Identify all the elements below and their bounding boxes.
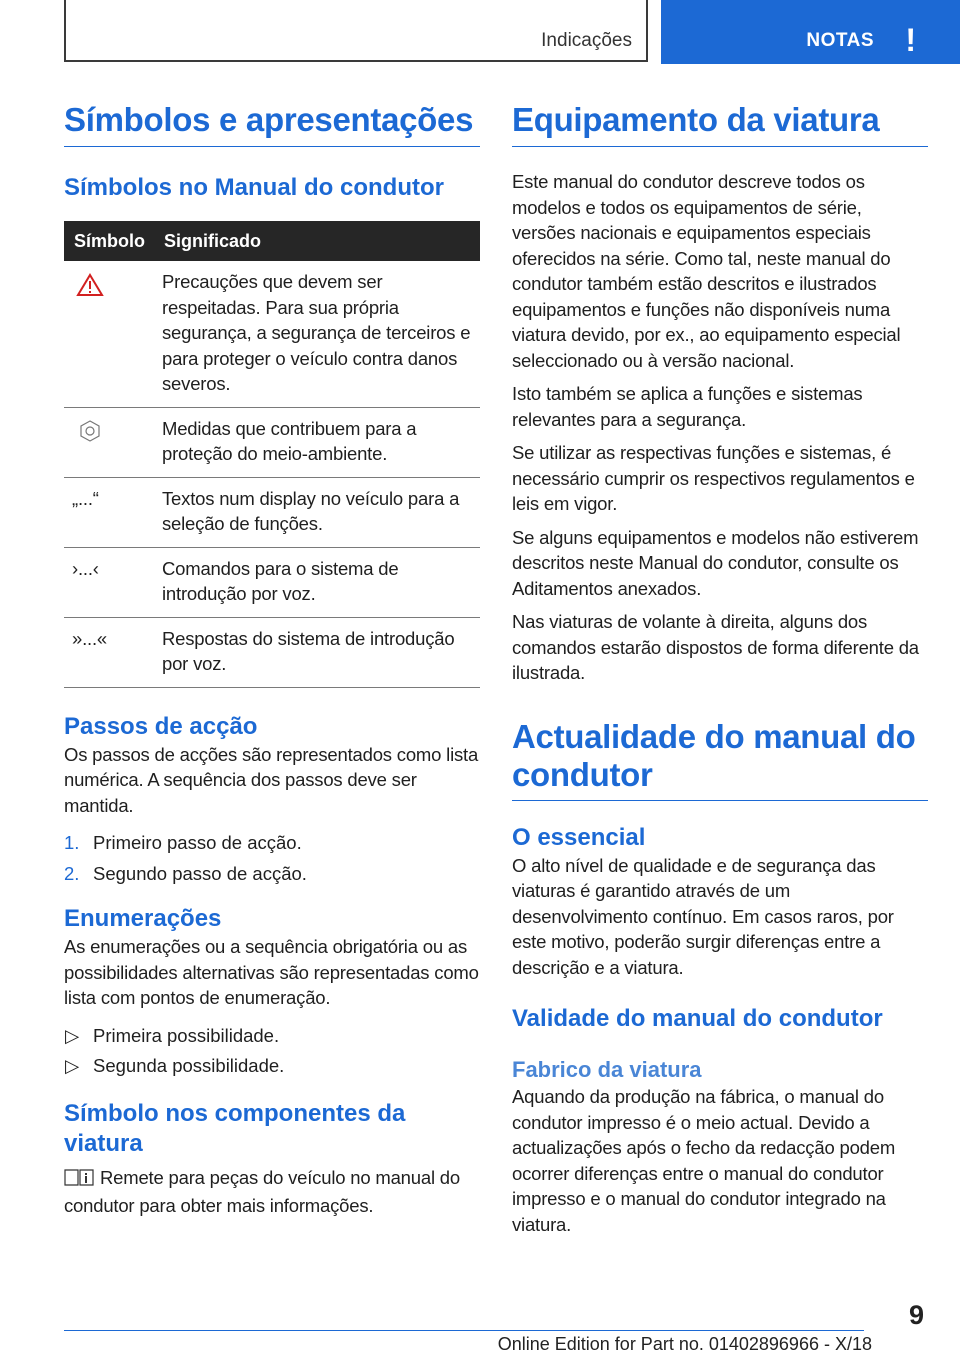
paragraph: Isto também se aplica a funções e sistemas relevantes para a segurança. [512, 383, 863, 430]
table-row [64, 407, 480, 477]
list-item-text: Primeira possibilidade. [93, 1024, 280, 1046]
section-title-currency: Actualidade do manual do condutor [512, 718, 928, 801]
meaning-cell: Precauções que devem ser respeitadas. Para sua própria segurança, a segurança de terceiros e para proteger o veículo contra danos severos. [162, 261, 480, 407]
paragraph: Este manual do condutor descreve todos os modelos e todos os equipamentos de série, versões nacionais e equipamentos especiais oferecidos na série. Como tal, neste manual do condutor também estão descritos e ilustrados equipamentos e funções não disponíveis numa viatura devido, por ex., ao equipamento especial seleccionado ou à versão nacional. [512, 171, 901, 371]
symbol-cell [64, 261, 162, 407]
steps-text: Os passos de acções são representados como lista numérica. A sequência dos passos deve ser mantida. [64, 743, 479, 816]
symbol-cell: „...“ [64, 477, 162, 547]
list-item-text: Primeiro passo de acção. [93, 832, 302, 853]
meaning-cell: Comandos para o sistema de introdução por voz. [162, 547, 480, 617]
steps-heading: Passos de acção [64, 712, 258, 740]
column-header-symbol: Símbolo [64, 221, 162, 261]
symbols-heading: Símbolos no Manual do condutor [64, 174, 444, 201]
triangle-bullet-icon: ▷ [65, 1055, 80, 1076]
list-number: 2. [64, 862, 80, 884]
paragraph: Nas viaturas de volante à direita, alguns dos comandos estarão dispostos de forma diferente da ilustrada. [512, 611, 919, 683]
column-header-meaning: Significado [162, 221, 480, 261]
list-item-text: Segunda possibilidade. [93, 1055, 285, 1076]
validity-heading: Validade do manual do condutor [512, 1005, 883, 1032]
warning-triangle-icon [72, 280, 104, 301]
page-number: 9 [908, 1300, 924, 1330]
section-title-symbols: Símbolos e apresentações [64, 100, 480, 147]
table-row [64, 617, 480, 687]
component-book-icon [64, 1167, 94, 1194]
header-badge [661, 0, 960, 64]
right-column [512, 100, 928, 1237]
triangle-bullet-icon: ▷ [65, 1024, 80, 1046]
footer-edition: Online Edition for Part no. 01402896966 - X/18 [497, 1334, 872, 1354]
enumerations-heading: Enumerações [64, 905, 222, 932]
header-section-box [64, 0, 648, 62]
footer-divider [64, 1330, 864, 1331]
list-number: 1. [64, 832, 80, 853]
list-item [64, 861, 480, 887]
table-row [64, 547, 480, 617]
manufacture-text: Aquando da produção na fábrica, o manual do condutor impresso é o meio actual. Devido a actualizações após o fecho da redacção podem ocorrer diferenças entre o manual do condutor impresso e o manual do condutor integrado na viatura. [512, 1086, 896, 1235]
symbol-cell [64, 407, 162, 477]
symbol-cell: ›...‹ [64, 547, 162, 617]
enumerations-text: As enumerações ou a sequência obrigatória ou as possibilidades alternativas são representadas como lista com pontos de enumeração. [64, 936, 479, 1008]
essential-heading: O essencial [512, 823, 646, 851]
meaning-cell: Textos num display no veículo para a seleção de funções. [162, 477, 480, 547]
components-text-body: Remete para peças do veículo no manual do condutor para obter mais informações. [64, 1166, 460, 1216]
enumerations-list [64, 1023, 480, 1079]
meaning-cell: Medidas que contribuem para a proteção do meio-ambiente. [162, 407, 480, 477]
symbols-table [64, 221, 480, 688]
paragraph: Se utilizar as respectivas funções e sistemas, é necessário cumprir os respectivos regulamentos e leis em vigor. [512, 442, 915, 514]
list-item [64, 830, 480, 856]
table-row [64, 477, 480, 547]
symbol-cell: »...« [64, 617, 162, 687]
section-title-equipment: Equipamento da viatura [512, 100, 928, 147]
steps-list [64, 830, 480, 886]
essential-text: O alto nível de qualidade e de segurança das viaturas é garantido através de um desenvolvimento contínuo. Em casos raros, por este motivo, poderão surgir diferenças entre a descrição e a viatura. [512, 854, 894, 978]
header-section-label: Indicações [541, 30, 632, 51]
header-badge-label: NOTAS [806, 30, 874, 51]
list-item [64, 1023, 480, 1049]
table-row [64, 261, 480, 407]
equipment-paragraphs [512, 169, 928, 686]
list-item [64, 1053, 480, 1079]
exclamation-icon: ! [905, 22, 916, 58]
components-text [64, 1165, 480, 1219]
left-column [64, 100, 480, 1219]
manufacture-heading: Fabrico da viatura [512, 1057, 702, 1082]
environment-icon [72, 427, 103, 448]
components-heading: Símbolo nos componentes da viatura [64, 1099, 406, 1157]
meaning-cell: Respostas do sistema de introdução por voz. [162, 617, 480, 687]
list-item-text: Segundo passo de acção. [93, 862, 307, 884]
table-header-row [64, 221, 480, 261]
paragraph: Se alguns equipamentos e modelos não estiverem descritos neste Manual do condutor, consulte os Aditamentos anexados. [512, 526, 919, 599]
